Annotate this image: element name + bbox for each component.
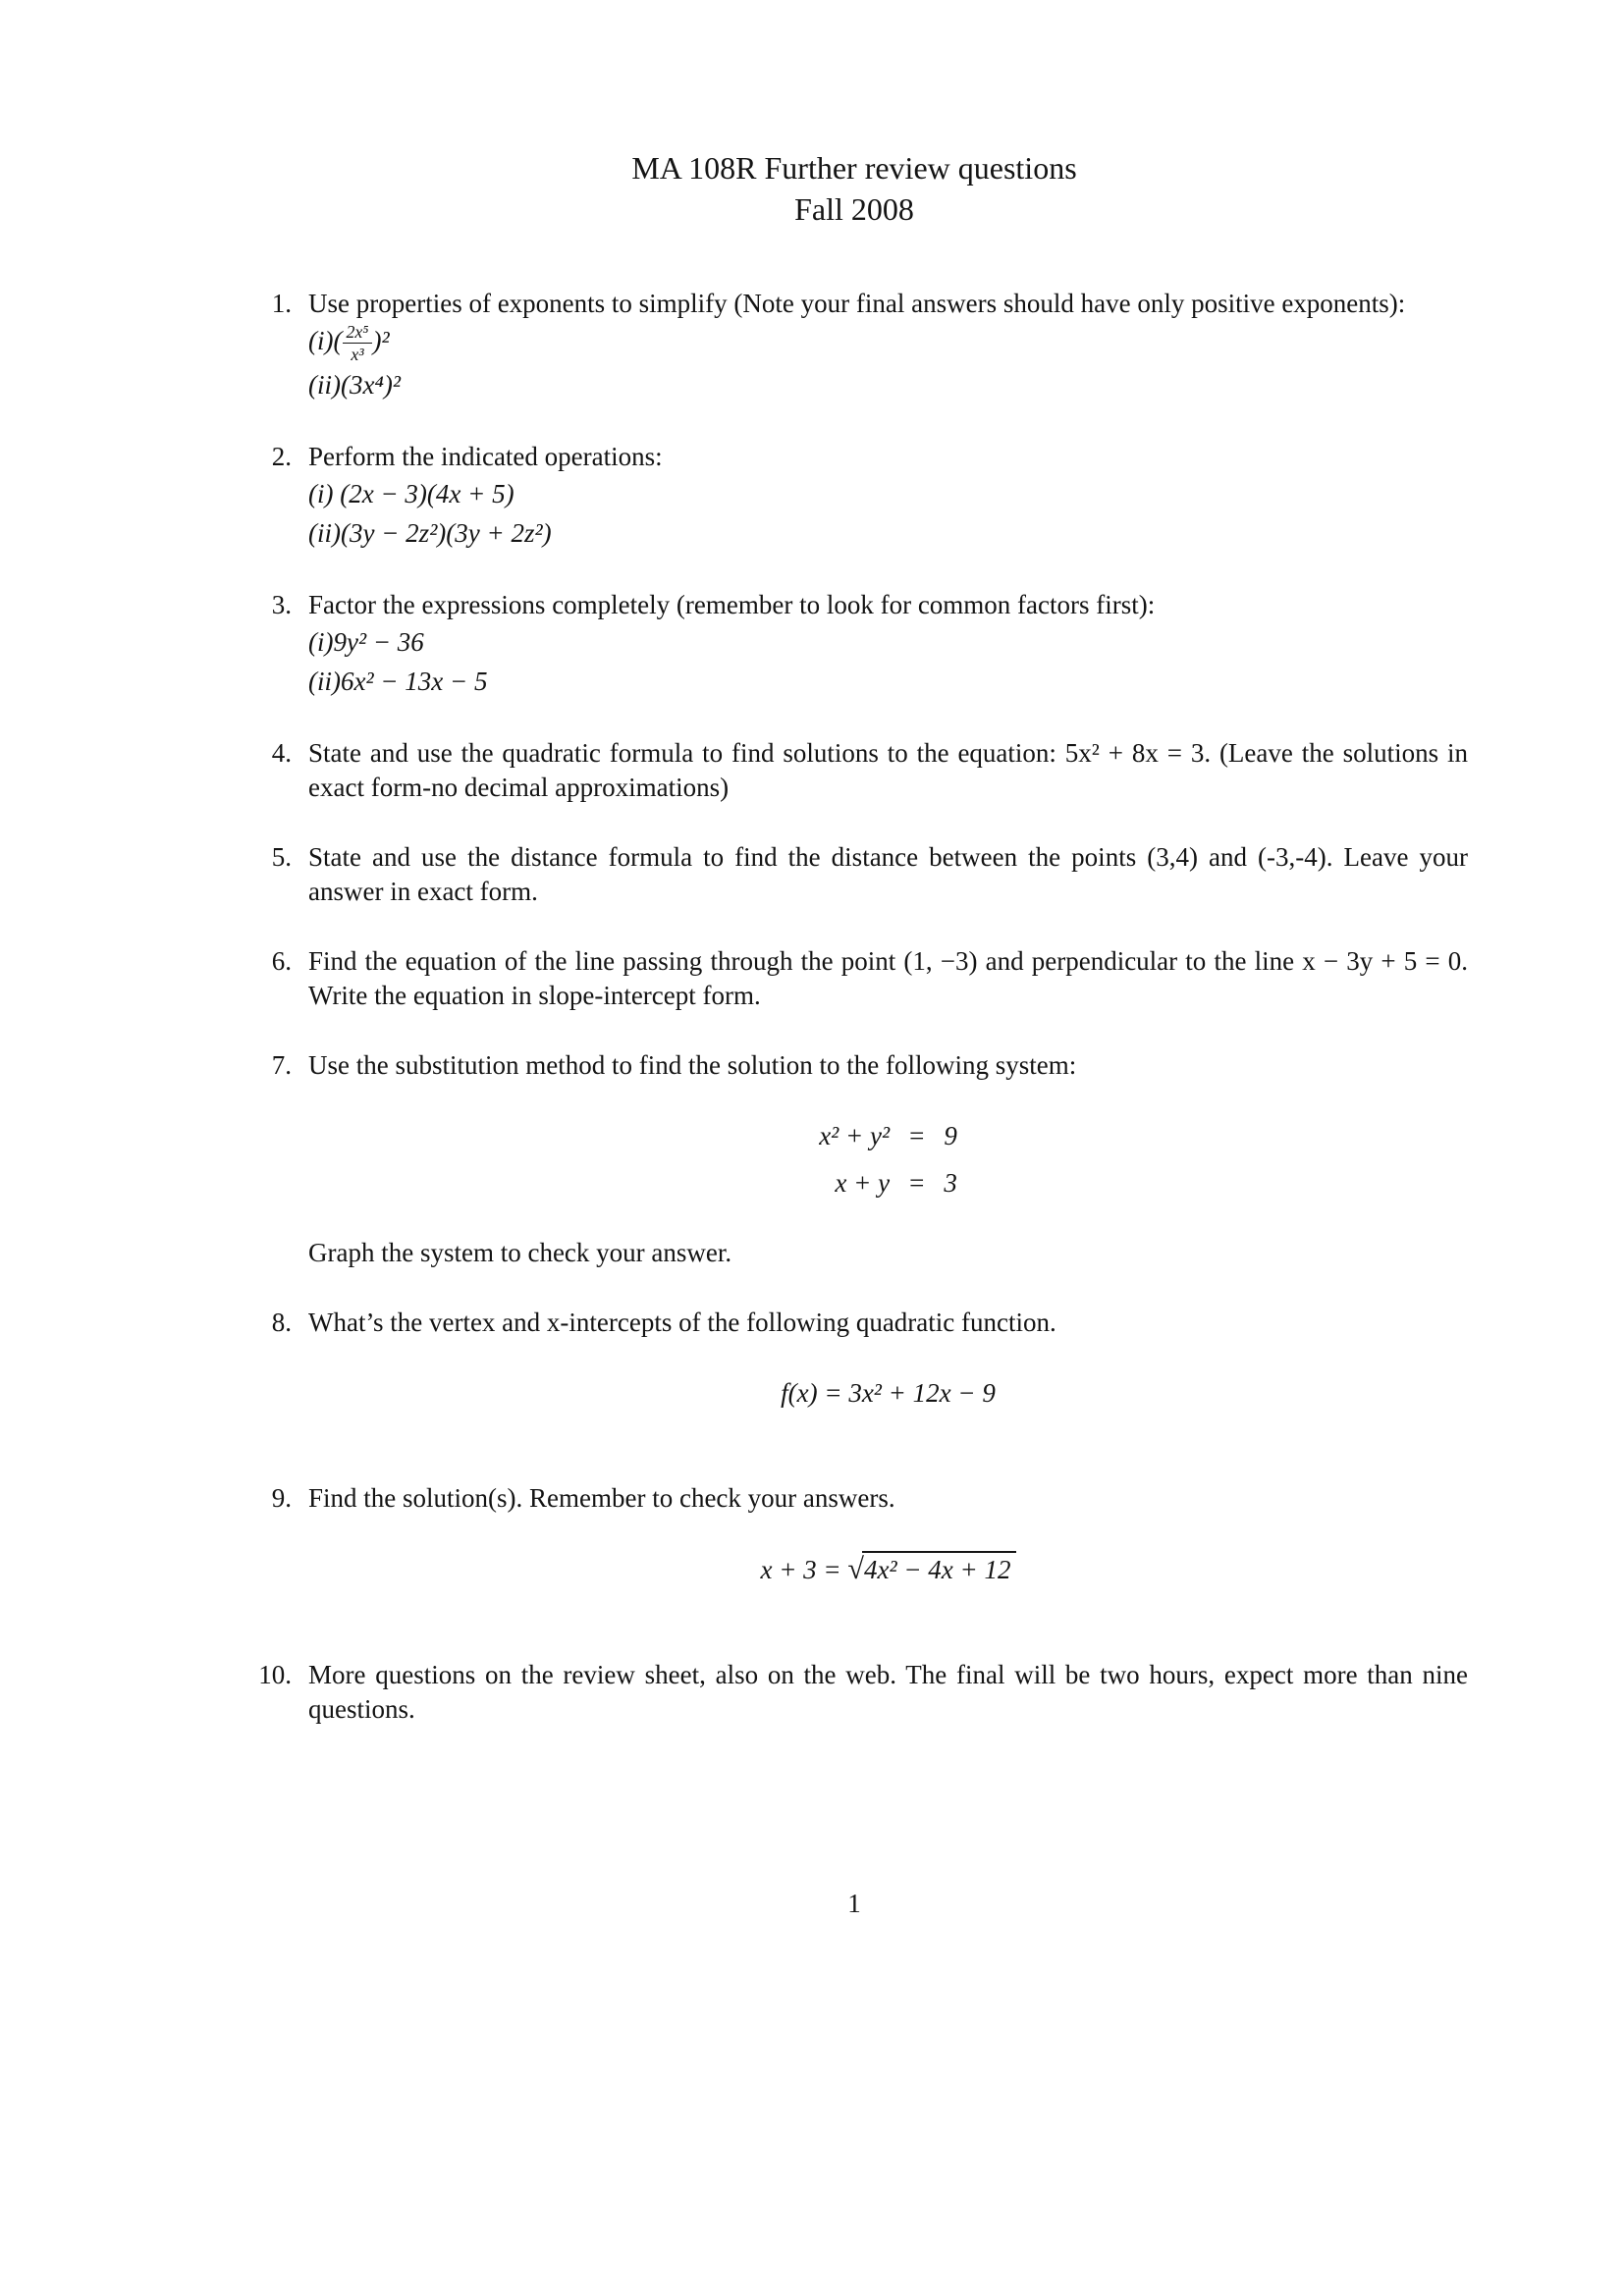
question-item	[241, 736, 1468, 805]
equation-relation: =	[909, 1167, 925, 1198]
question-item	[241, 1048, 1468, 1270]
item-text: State and use the distance formula to find the distance between the points (3,4) and (-3,-4). Leave your answer in exact form.	[308, 841, 1468, 906]
question-item	[241, 1306, 1468, 1446]
item-body	[308, 1481, 1468, 1623]
fraction-numerator: 2x⁵	[343, 322, 371, 344]
item-body	[308, 1048, 1468, 1270]
question-item	[241, 588, 1468, 701]
item-body	[308, 1658, 1468, 1727]
fraction-denominator: x³	[351, 345, 364, 365]
sub-expression-ii: (ii)(3y − 2z²)(3y + 2z²)	[308, 517, 552, 548]
item-number: 8.	[271, 1307, 292, 1337]
question-item	[241, 287, 1468, 404]
item-body	[308, 736, 1468, 805]
document-date: Fall 2008	[794, 191, 914, 227]
item-number: 4.	[271, 737, 292, 768]
item-body	[308, 840, 1468, 909]
sub-expression-i: (i) (2x − 3)(4x + 5)	[308, 478, 514, 508]
item-number: 7.	[271, 1049, 292, 1080]
sqrt-sign: √	[847, 1551, 864, 1585]
equation-lhs: x² + y²	[819, 1120, 891, 1150]
item-number: 5.	[271, 841, 292, 872]
question-item	[241, 1658, 1468, 1727]
fraction	[343, 322, 371, 365]
display-equation	[308, 1549, 1468, 1589]
item-text: State and use the quadratic formula to find solutions to the equation: 5x² + 8x = 3. (Leave the solutions in exact form-no decimal approximations)	[308, 737, 1468, 802]
equation-system	[308, 1116, 1468, 1202]
item-number: 3.	[271, 589, 292, 619]
document-title: MA 108R Further review questions	[631, 150, 1077, 186]
item-body	[308, 588, 1468, 701]
display-equation: f(x) = 3x² + 12x − 9	[781, 1377, 996, 1408]
followup-text: Graph the system to check your answer.	[308, 1237, 732, 1267]
item-body	[308, 440, 1468, 553]
item-number: 10.	[258, 1659, 292, 1689]
item-text: More questions on the review sheet, also on the web. The final will be two hours, expect more than nine questions.	[308, 1659, 1468, 1724]
equation-lhs: x + y	[835, 1167, 891, 1198]
item-body	[308, 944, 1468, 1013]
question-item	[241, 840, 1468, 909]
item-body	[308, 1306, 1468, 1446]
item-text: Find the equation of the line passing through the point (1, −3) and perpendicular to the line x − 3y + 5 = 0. Write the equation in slope-intercept form.	[308, 945, 1468, 1010]
equation-grid	[819, 1116, 957, 1202]
equation-prefix: x + 3 =	[760, 1554, 848, 1584]
document-content	[241, 147, 1468, 1762]
question-item	[241, 440, 1468, 553]
item-number: 6.	[271, 945, 292, 976]
item-number: 2.	[271, 441, 292, 471]
item-text: Factor the expressions completely (remember to look for common factors first):	[308, 589, 1156, 619]
item-text: Use properties of exponents to simplify (Note your final answers should have only positive exponents):	[308, 289, 1406, 318]
item-text: What’s the vertex and x-intercepts of the following quadratic function.	[308, 1307, 1056, 1337]
item-body	[308, 287, 1468, 404]
item-text: Perform the indicated operations:	[308, 441, 663, 471]
question-item	[241, 944, 1468, 1013]
expression-prefix: (i)(	[308, 326, 343, 355]
equation-rhs: 3	[944, 1167, 957, 1198]
sub-expression-ii: (ii)6x² − 13x − 5	[308, 666, 488, 696]
item-number: 1.	[271, 289, 292, 318]
page-number: 1	[847, 1889, 861, 1918]
equation-relation: =	[909, 1120, 925, 1150]
expression-suffix: )²	[372, 326, 390, 355]
equation-rhs: 9	[944, 1120, 957, 1150]
sub-expression-i	[308, 321, 1468, 365]
sqrt-radicand: 4x² − 4x + 12	[862, 1551, 1016, 1584]
item-number: 9.	[271, 1482, 292, 1513]
item-text: Use the substitution method to find the solution to the following system:	[308, 1049, 1077, 1080]
document-header	[241, 147, 1468, 230]
question-item	[241, 1481, 1468, 1623]
sub-expression-i: (i)9y² − 36	[308, 626, 424, 657]
item-text: Find the solution(s). Remember to check your answers.	[308, 1482, 895, 1513]
sub-expression-ii: (ii)(3x⁴)²	[308, 369, 401, 400]
